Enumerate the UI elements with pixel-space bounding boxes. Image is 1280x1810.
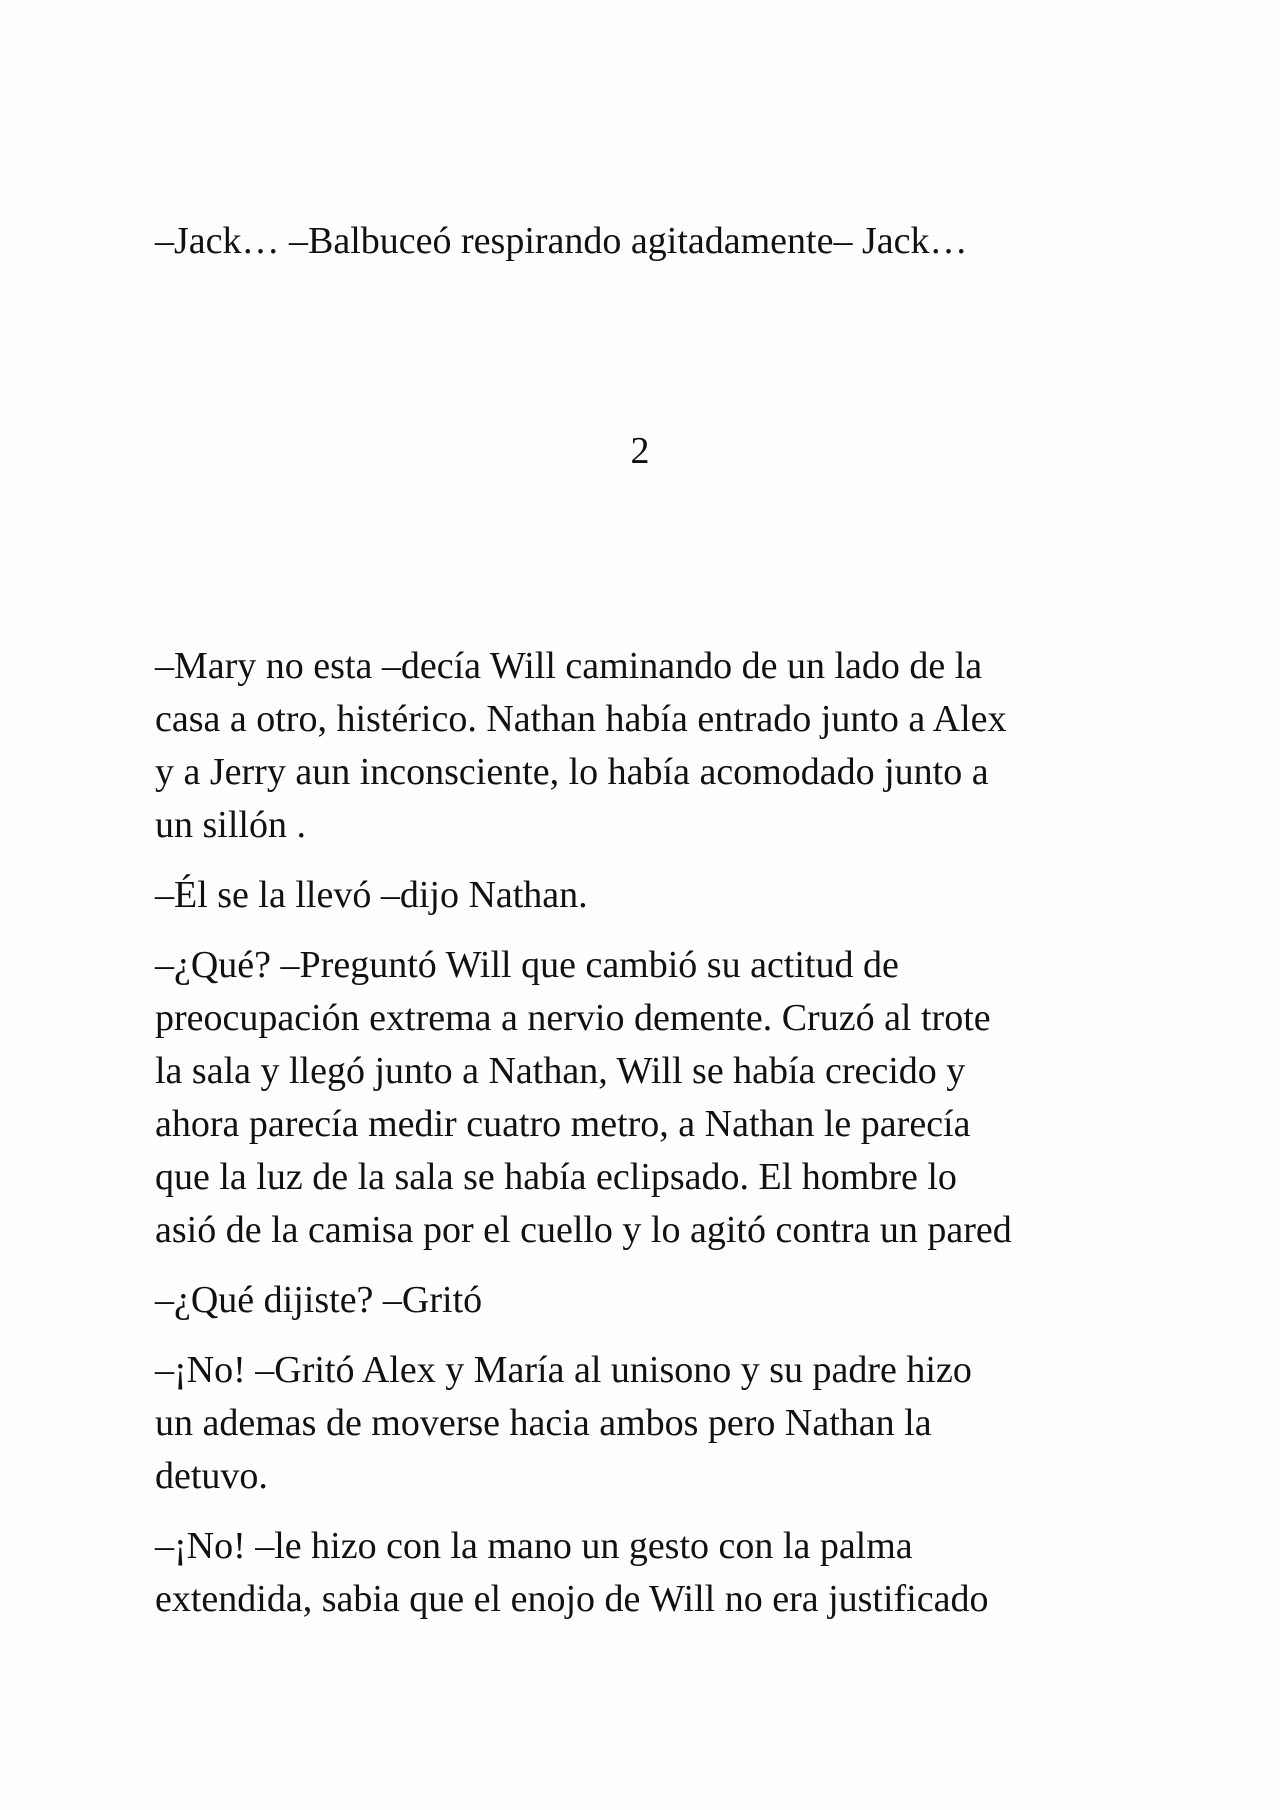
opening-line: –Jack… –Balbuceó respirando agitadamente– Jack… <box>155 220 968 262</box>
text-line: extendida, sabia que el enojo de Will no era justificado <box>155 1578 989 1620</box>
paragraph <box>155 640 1145 852</box>
text-line: un sillón . <box>155 804 306 846</box>
chapter-number: 2 <box>630 430 650 472</box>
text-line: y a Jerry aun inconsciente, lo había acomodado junto a <box>155 751 989 793</box>
opening-line-block <box>155 215 1145 268</box>
text-line: preocupación extrema a nervio demente. Cruzó al trote <box>155 997 991 1039</box>
chapter-body <box>155 640 1145 1643</box>
text-line: detuvo. <box>155 1455 268 1497</box>
text-line: ahora parecía medir cuatro metro, a Nathan le parecía <box>155 1103 971 1145</box>
text-line: –¡No! –Gritó Alex y María al unisono y su padre hizo <box>155 1349 972 1391</box>
paragraph <box>155 939 1145 1257</box>
text-line: –Él se la llevó –dijo Nathan. <box>155 874 588 916</box>
text-line: –¡No! –le hizo con la mano un gesto con la palma <box>155 1525 913 1567</box>
paragraph <box>155 869 1145 922</box>
paragraph <box>155 1274 1145 1327</box>
paragraph <box>155 1344 1145 1503</box>
paragraph <box>155 1520 1145 1626</box>
text-line: –¿Qué dijiste? –Gritó <box>155 1279 483 1321</box>
text-line: que la luz de la sala se había eclipsado. El hombre lo <box>155 1156 957 1198</box>
text-line: casa a otro, histérico. Nathan había entrado junto a Alex <box>155 698 1007 740</box>
text-line: asió de la camisa por el cuello y lo agitó contra un pared <box>155 1209 1012 1251</box>
text-line: –Mary no esta –decía Will caminando de un lado de la <box>155 645 983 687</box>
text-line: un ademas de moverse hacia ambos pero Nathan la <box>155 1402 932 1444</box>
text-line: –¿Qué? –Preguntó Will que cambió su actitud de <box>155 944 899 986</box>
text-line: la sala y llegó junto a Nathan, Will se había crecido y <box>155 1050 966 1092</box>
